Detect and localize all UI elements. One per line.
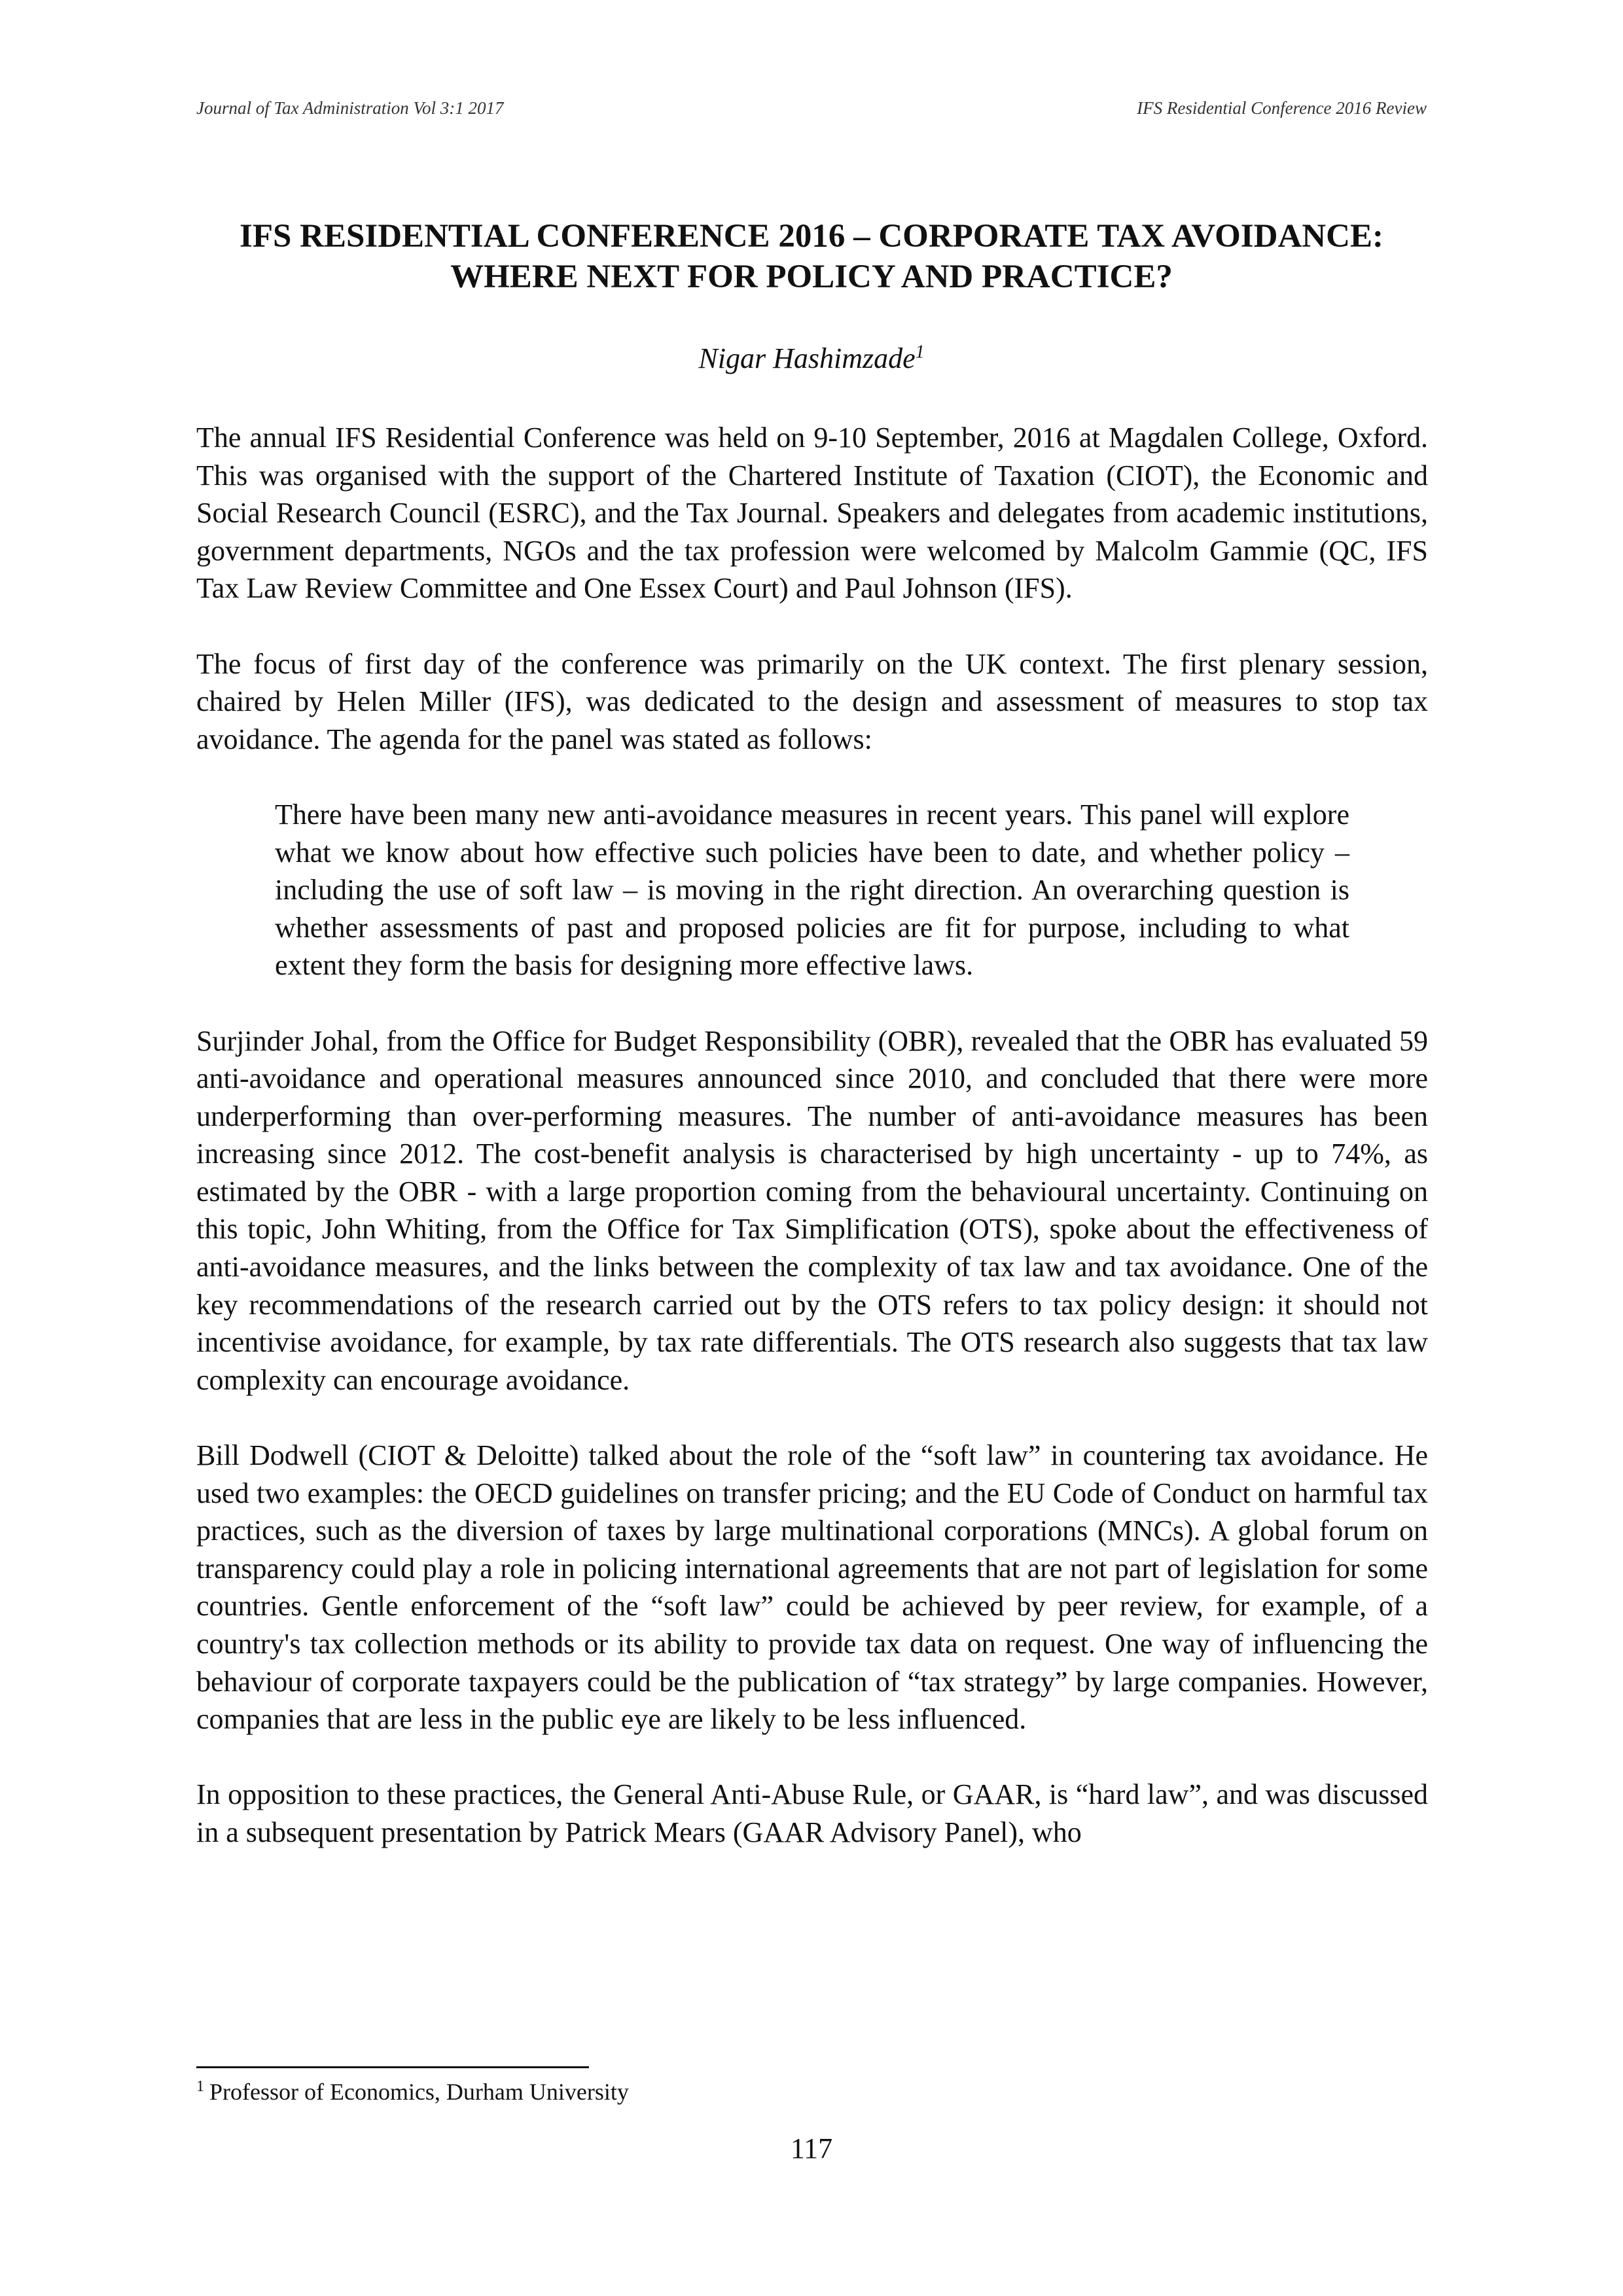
author-name: Nigar Hashimzade [698,342,916,374]
article-body [196,419,1428,1889]
footnote-marker: 1 [196,2078,204,2095]
running-header-journal: Journal of Tax Administration Vol 3:1 2017 [196,98,504,118]
paragraph-soft-law: Bill Dodwell (CIOT & Deloitte) talked about the role of the “soft law” in countering tax avoidance. He used two examples: the OECD guidelines on transfer pricing; and the EU Code of Conduct on harmful tax practices, such as the diversion of taxes by large multinational corporations (MNCs). A global forum on transparency could play a role in policing international agreements that are not part of legislation for some countries. Gentle enforcement of the “soft law” could be achieved by peer review, for example, of a country's tax collection methods or its ability to provide tax data on request. One way of influencing the behaviour of corporate taxpayers could be the publication of “tax strategy” by large companies. However, companies that are less in the public eye are likely to be less influenced. [196,1439,1428,1736]
footnote-text: Professor of Economics, Durham University [209,2079,629,2105]
paragraph-obr-ots: Surjinder Johal, from the Office for Budget Responsibility (OBR), revealed that the OBR has evaluated 59 anti-avoidance and operational measures announced since 2010, and concluded that there were more underperforming than over-performing measures. The number of anti-avoidance measures has been increasing since 2012. The cost-benefit analysis is characterised by high uncertainty - up to 74%, as estimated by the OBR - with a large proportion coming from the behavioural uncertainty. Continuing on this topic, John Whiting, from the Office for Tax Simplification (OTS), spoke about the effectiveness of anti-avoidance measures, and the links between the complexity of tax law and tax avoidance. One of the key recommendations of the research carried out by the OTS refers to tax policy design: it should not incentivise avoidance, for example, by tax rate differentials. The OTS research also suggests that tax law complexity can encourage avoidance. [196,1024,1428,1396]
running-header-section: IFS Residential Conference 2016 Review [1137,98,1427,118]
page-number: 117 [790,2132,833,2164]
author-line [196,340,1427,377]
article-title: IFS RESIDENTIAL CONFERENCE 2016 – CORPORATE TAX AVOIDANCE: WHERE NEXT FOR POLICY AND PRACTICE? [240,218,1383,295]
paragraph-gaar: In opposition to these practices, the General Anti-Abuse Rule, or GAAR, is “hard law”, and was discussed in a subsequent presentation by Patrick Mears (GAAR Advisory Panel), who [196,1778,1428,1848]
author-footnote-marker: 1 [915,342,925,363]
paragraph-first-day: The focus of first day of the conference was primarily on the UK context. The first plenary session, chaired by Helen Miller (IFS), was dedicated to the design and assessment of measures to stop tax avoidance. The agenda for the panel was stated as follows: [196,647,1428,755]
footnote-separator [196,2066,589,2068]
running-header [196,97,1427,119]
paragraph-intro: The annual IFS Residential Conference was held on 9-10 September, 2016 at Magdalen College, Oxford. This was organised with the support of the Chartered Institute of Taxation (CIOT), the Economic and Social Research Council (ESRC), and the Tax Journal. Speakers and delegates from academic institutions, government departments, NGOs and the tax profession were welcomed by Malcolm Gammie (QC, IFS Tax Law Review Committee and One Essex Court) and Paul Johnson (IFS). [196,422,1428,605]
footnote [196,2076,629,2108]
agenda-quote: There have been many new anti-avoidance measures in recent years. This panel will explore what we know about how effective such policies have been to date, and whether policy – including the use of soft law – is moving in the right direction. An overarching question is whether assessments of past and proposed policies are fit for purpose, including to what extent they form the basis for designing more effective laws. [275,798,1349,982]
